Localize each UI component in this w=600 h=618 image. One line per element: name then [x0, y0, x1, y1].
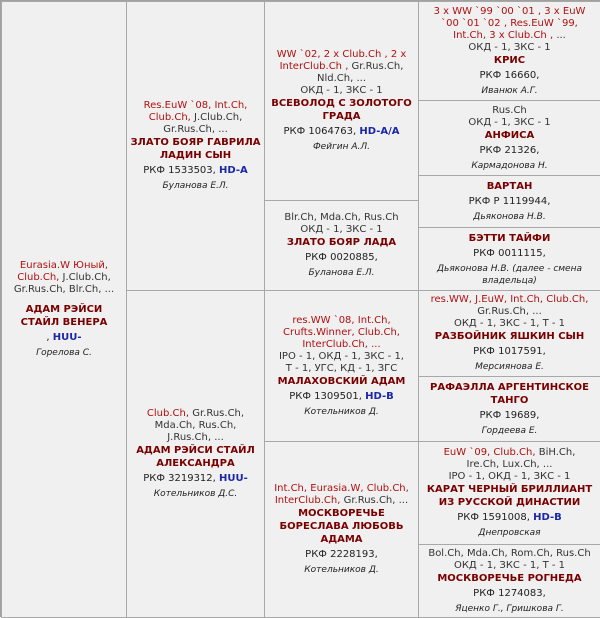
dog-name[interactable]: КАРАТ ЧЕРНЫЙ БРИЛЛИАНТ	[426, 484, 593, 495]
dog-name[interactable]: МАЛАХОВСКИЙ АДАМ	[277, 375, 406, 387]
sire-dam-cell	[264, 200, 419, 291]
title-text: Blr.Ch, Mda.Ch, Rus.Ch	[284, 212, 399, 223]
title-line	[279, 351, 404, 363]
ddd-cell	[418, 544, 600, 618]
title-text: Gr.Rus.Ch, ...	[477, 306, 542, 317]
registration	[143, 472, 248, 486]
title-text[interactable]: WW `02, 2 x Club.Ch , 2 x	[276, 49, 407, 60]
registration	[284, 125, 400, 139]
registration	[305, 251, 378, 265]
title-text: ОКД - 1, ЗКС - 1	[468, 41, 551, 53]
title-line	[277, 49, 407, 61]
title-text[interactable]: 3 x WW `99 `00 `01 , 3 x EuW	[433, 5, 586, 17]
title-line	[274, 483, 409, 495]
title-line	[144, 100, 248, 112]
dog-title: J.Club.Ch,	[59, 272, 111, 283]
dog-name[interactable]: ГРАДА	[322, 111, 361, 122]
sire-cell	[126, 1, 265, 291]
registration-number: РКФ 1591008,	[457, 512, 530, 523]
owner: Котельников Д.	[304, 406, 379, 417]
title-text[interactable]: Club.Ch,	[146, 408, 190, 419]
title-line	[155, 420, 237, 432]
title-text: Gr.Rus.Ch, ...	[163, 124, 228, 135]
dog-name[interactable]: ЛАДИН СЫН	[159, 150, 232, 161]
dog-name[interactable]: БОРЕСЛАВА ЛЮБОВЬ	[279, 521, 404, 532]
hd-score: HD-B	[365, 390, 394, 402]
dog-name[interactable]: РАЗБОЙНИК ЯШКИН СЫН	[434, 331, 585, 342]
owner: Котельников Д.С.	[153, 489, 238, 499]
title-line	[477, 306, 542, 318]
dog-cell	[1, 1, 127, 618]
dog-name[interactable]: РАФАЭЛЛА АРГЕНТИНСКОЕ	[430, 382, 589, 393]
title-line	[283, 327, 400, 339]
title-text: Nld.Ch, ...	[317, 73, 366, 84]
title-line	[167, 432, 224, 444]
title-text: Gr.Rus.Ch,	[189, 408, 245, 419]
title-line	[441, 18, 578, 30]
hd-score: HD-A	[219, 165, 248, 176]
owner: Гордеева Е.	[481, 426, 538, 436]
title-text[interactable]: Res.EuW `08, Int.Ch,	[143, 100, 248, 111]
title-line	[300, 224, 382, 236]
registration	[473, 587, 546, 601]
title-line	[286, 363, 397, 375]
registration-number: РКФ 1017591,	[473, 346, 546, 357]
title-line	[284, 212, 398, 224]
sdd-cell	[418, 227, 600, 291]
dog-name[interactable]: ИЗ РУССКОЙ ДИНАСТИИ	[438, 497, 581, 508]
dog-name[interactable]: МОСКВОРЕЧЬЕ РОГНЕДА	[437, 572, 582, 584]
title-text: Gr.Rus.Ch,	[348, 61, 404, 72]
title-text: Gr.Rus.Ch, ...	[340, 495, 409, 506]
registration-number: РКФ 3219312,	[143, 473, 216, 484]
title-line	[431, 294, 589, 306]
sire-sire-cell	[264, 1, 419, 201]
title-line	[163, 124, 228, 136]
dog-name[interactable]: МОСКВОРЕЧЬЕ	[298, 508, 385, 519]
registration-number: РКФ 1064763,	[283, 126, 357, 137]
title-line	[147, 408, 244, 420]
registration	[480, 409, 540, 423]
owner: Буланова Е.Л.	[162, 181, 229, 191]
dog-hd: HUU-	[52, 332, 82, 343]
dog-name[interactable]: АНФИСА	[484, 129, 535, 141]
dam-cell	[126, 290, 265, 618]
title-line	[149, 112, 243, 124]
title-line	[467, 459, 553, 471]
hd-score: HUU-	[219, 473, 248, 484]
dog-name-line2[interactable]: СТАЙЛ ВЕНЕРА	[20, 317, 108, 328]
dam-dam-cell	[264, 441, 419, 618]
title-line	[454, 560, 565, 572]
title-text[interactable]: InterClub.Ch ,	[279, 61, 349, 72]
registration	[480, 69, 540, 83]
title-text[interactable]: Crufts.Winner, Club.Ch,	[283, 326, 400, 338]
title-text: BiH.Ch,	[535, 447, 576, 458]
dog-name[interactable]: ЗЛАТО БОЯР ГАВРИЛА	[130, 137, 261, 148]
owner: Котельников Д.	[304, 565, 379, 575]
registration-number: РКФ 2228193,	[305, 549, 378, 560]
owner: Дьяконова Н.В.	[473, 212, 546, 222]
title-text: Bol.Ch, Mda.Ch, Rom.Ch, Rus.Ch	[428, 547, 591, 559]
title-text: Т - 1, УГС, КД - 1, ЗГС	[285, 362, 398, 374]
hd-score: HD-A/A	[359, 126, 400, 137]
dog-name[interactable]: АДАМ РЭЙСИ СТАЙЛ	[136, 445, 255, 456]
dog-name-line1[interactable]: АДАМ РЭЙСИ	[25, 304, 103, 315]
title-text[interactable]: EuW `09, Club.Ch,	[443, 447, 536, 458]
title-line	[468, 42, 550, 54]
sds-cell	[418, 175, 600, 228]
owner: Днепровская	[478, 528, 541, 538]
registration	[469, 195, 551, 209]
registration-number: РКФ Р 1119944,	[468, 196, 551, 207]
owner: Кармадонова Н.	[471, 160, 548, 171]
title-text[interactable]: Club.Ch,	[148, 112, 191, 123]
dog-name[interactable]: ВАРТАН	[486, 181, 533, 192]
ssd-cell	[418, 100, 600, 176]
title-text[interactable]: InterClub.Ch,	[274, 495, 341, 506]
title-text: J.Club.Ch,	[190, 112, 243, 123]
title-line	[492, 105, 527, 117]
title-text: Mda.Ch, Rus.Ch,	[154, 420, 237, 431]
title-line	[280, 61, 404, 73]
owner: Яценко Г., Гришкова Г.	[455, 603, 564, 614]
registration	[143, 164, 248, 178]
dss-cell	[418, 290, 600, 377]
title-text: IPO - 1, ОКД - 1, ЗКС - 1,	[278, 350, 404, 362]
dog-owner: Горелова С.	[36, 348, 92, 358]
title-text: J.Rus.Ch, ...	[167, 432, 224, 443]
registration-number: РКФ 0020885,	[305, 252, 378, 263]
title-text[interactable]: Int.Ch, 3 x Club.Ch ,	[453, 29, 554, 41]
dog-name[interactable]: ВСЕВОЛОД С ЗОЛОТОГО	[271, 98, 412, 109]
dds-cell	[418, 441, 600, 545]
title-line	[428, 548, 590, 560]
registration-number: РКФ 21326,	[479, 144, 540, 156]
title-text[interactable]: res.WW, J.EuW, Int.Ch, Club.Ch,	[430, 294, 589, 305]
registration	[473, 345, 546, 359]
hd-score: HD-B	[533, 512, 562, 523]
sss-cell	[418, 1, 600, 101]
title-text: ...	[553, 29, 566, 41]
title-line	[434, 6, 586, 18]
title-line	[317, 73, 366, 85]
dog-name[interactable]: АЛЕКСАНДРА	[156, 458, 235, 469]
dog-name[interactable]: КРИС	[493, 54, 526, 66]
title-text[interactable]: res.WW `08, Int.Ch,	[292, 314, 391, 326]
title-line	[275, 495, 408, 507]
title-text: Ire.Ch, Lux.Ch, ...	[466, 459, 553, 470]
dog-title: Gr.Rus.Ch, Blr.Ch, ...	[13, 284, 115, 295]
registration-number: РКФ 16660,	[479, 69, 540, 81]
registration	[457, 511, 561, 525]
title-text: ОКД - 1, ЗКС - 1	[300, 224, 383, 235]
title-text[interactable]: Int.Ch, Eurasia.W, Club.Ch,	[274, 483, 409, 494]
title-line	[468, 117, 550, 129]
owner: владельца)	[482, 275, 537, 286]
title-text[interactable]: InterClub.Ch, ...	[302, 338, 381, 350]
registration-number: РКФ 19689,	[479, 410, 540, 421]
registration	[305, 548, 378, 562]
registration	[289, 390, 393, 404]
dog-name[interactable]: ТАНГО	[490, 395, 529, 406]
dsd-cell	[418, 376, 600, 442]
owner: Фейгин А.Л.	[312, 142, 371, 152]
registration-number: РКФ 1274083,	[473, 587, 546, 599]
dog-title[interactable]: Club.Ch,	[17, 272, 60, 283]
title-line	[444, 447, 576, 459]
dog-name[interactable]: БЭТТИ ТАЙФИ	[468, 232, 551, 244]
dog-title[interactable]: Eurasia.W Юный,	[19, 260, 109, 271]
title-text: ОКД - 1, ЗКС - 1, Т - 1	[453, 559, 566, 571]
registration	[473, 247, 546, 261]
title-line	[300, 85, 382, 97]
dog-name[interactable]: ЗЛАТО БОЯР ЛАДА	[286, 237, 397, 248]
dog-name[interactable]: АДАМА	[320, 534, 363, 545]
title-line	[302, 339, 380, 351]
title-line	[292, 315, 390, 327]
title-text: ОКД - 1, ЗКС - 1	[300, 85, 383, 96]
registration	[480, 144, 540, 158]
dam-sire-cell	[264, 290, 419, 442]
title-text: Rus.Ch	[492, 104, 527, 116]
owner: Иванюк А.Г.	[481, 85, 538, 96]
title-text: IPO - 1, ОКД - 1, ЗКС - 1	[448, 471, 571, 482]
title-line	[453, 30, 566, 42]
title-text[interactable]: `00 `01 `02 , Res.EuW `99,	[441, 17, 578, 29]
registration-number: РКФ 1309501,	[289, 390, 362, 402]
title-text: ОКД - 1, ЗКС - 1, Т - 1	[453, 318, 566, 329]
title-text: ОКД - 1, ЗКС - 1	[468, 116, 551, 128]
title-line	[449, 471, 571, 483]
title-line	[454, 318, 565, 330]
owner: Мерсиянова Е.	[475, 362, 544, 372]
dog-reg: ,	[46, 332, 50, 343]
registration-number: РКФ 1533503,	[143, 165, 216, 176]
owner: Буланова Е.Л.	[308, 268, 375, 278]
owner: Дьяконова Н.В. (далее - смена	[436, 263, 582, 274]
registration-number: РКФ 0011115,	[473, 247, 546, 259]
